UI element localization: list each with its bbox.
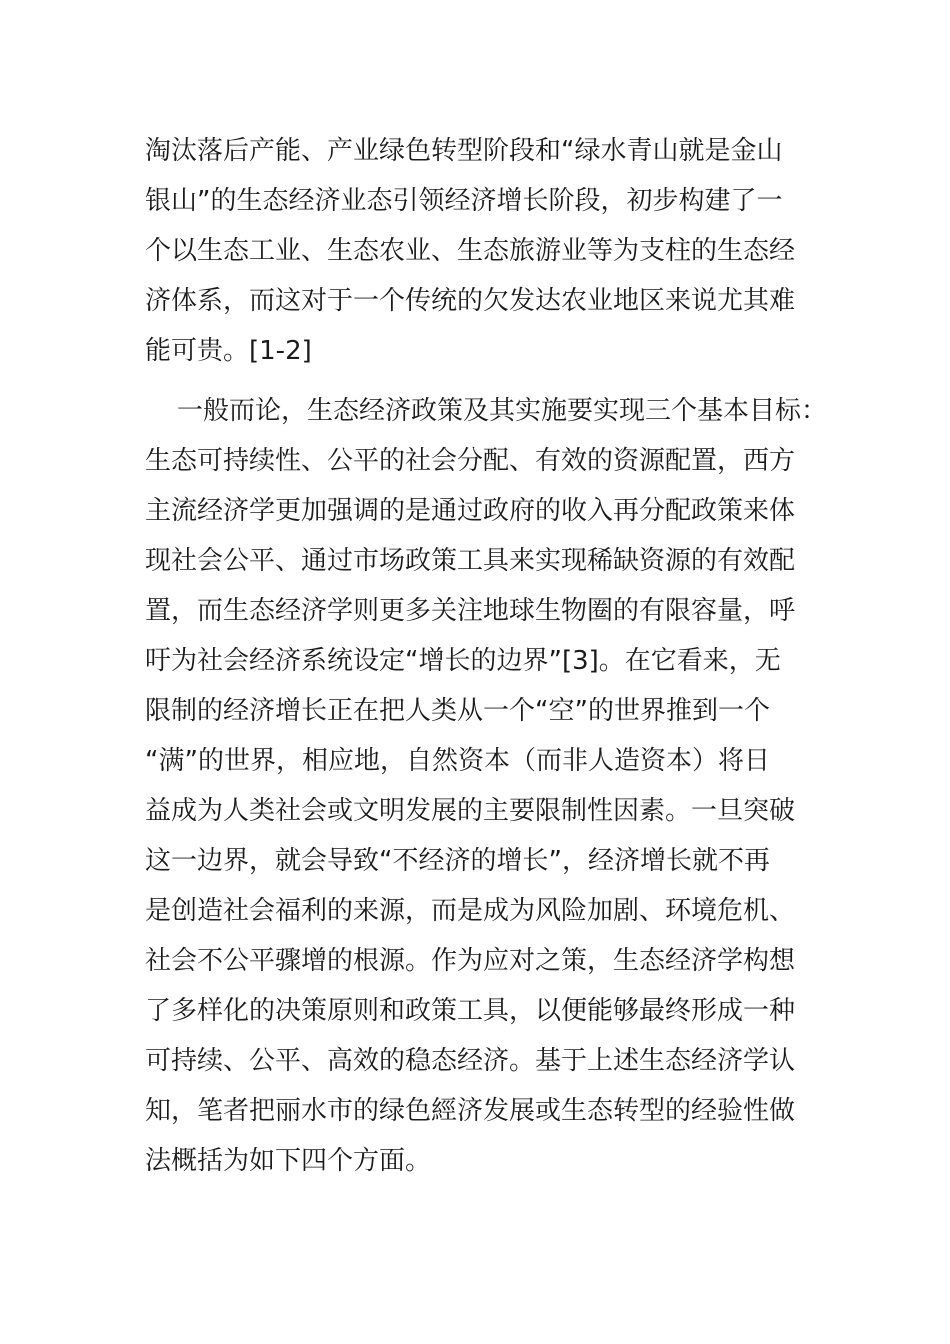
text-line: 可持续、公平、高效的稳态经济。基于上述生态经济学认 — [145, 1046, 796, 1076]
text-line: 个以生态工业、生态农业、生态旅游业等为支柱的生态经 — [145, 236, 796, 266]
text-line: 法概括为如下四个方面。 — [145, 1146, 432, 1176]
text-line: 现社会公平、通过市场政策工具来实现稀缺资源的有效配 — [145, 546, 796, 576]
text-line: 限制的经济增长正在把人类从一个“空”的世界推到一个 — [145, 696, 770, 726]
text-line: 了多样化的决策原则和政策工具，以便能够最终形成一种 — [145, 996, 796, 1026]
text-line: 主流经济学更加强调的是通过政府的收入再分配政策来体 — [145, 496, 796, 526]
text-line: 这一边界，就会导致“不经济的增长”，经济增长就不再 — [145, 846, 770, 876]
text-line: 济体系，而这对于一个传统的欠发达农业地区来说尤其难 — [145, 286, 796, 316]
text-line-indented: 一般而论，生态经济政策及其实施要实现三个基本目标： — [177, 396, 828, 426]
text-line: 银山”的生态经济业态引领经济增长阶段，初步构建了一 — [145, 186, 783, 216]
text-line: 能可贵。[1-2] — [145, 336, 312, 366]
text-line: 益成为人类社会或文明发展的主要限制性因素。一旦突破 — [145, 796, 796, 826]
text-line: “满”的世界，相应地，自然资本（而非人造资本）将日 — [145, 746, 770, 776]
text-line: 是创造社会福利的来源，而是成为风险加剧、环境危机、 — [145, 896, 796, 926]
text-line: 社会不公平骤增的根源。作为应对之策，生态经济学构想 — [145, 946, 796, 976]
text-line: 知，笔者把丽水市的绿色經济发展或生态转型的经验性做 — [145, 1096, 796, 1126]
paragraph-2 — [145, 386, 827, 1186]
paragraph-1 — [145, 126, 795, 376]
text-line: 置，而生态经济学则更多关注地球生物圈的有限容量，呼 — [145, 596, 796, 626]
text-line: 生态可持续性、公平的社会分配、有效的资源配置，西方 — [145, 446, 796, 476]
text-line: 吁为社会经济系统设定“增长的边界”[3]。在它看来，无 — [145, 646, 781, 676]
text-line: 淘汰落后产能、产业绿色转型阶段和“绿水青山就是金山 — [145, 136, 783, 166]
